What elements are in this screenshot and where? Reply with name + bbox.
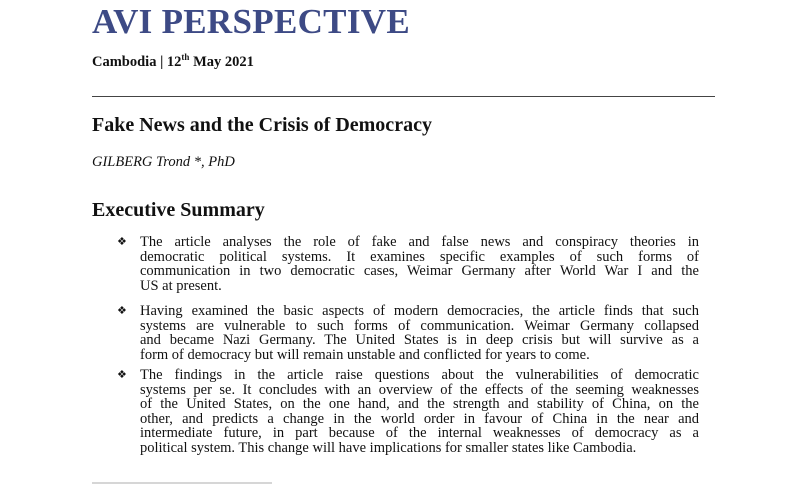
text-line: US at present. bbox=[140, 277, 222, 294]
date-day: 12 bbox=[166, 53, 182, 70]
location: Cambodia bbox=[92, 53, 157, 70]
text-line: intermediate future, in part because of the internal weaknesses of democracy as a bbox=[140, 425, 699, 442]
date-month-year: May 2021 bbox=[193, 53, 254, 70]
divider bbox=[92, 96, 715, 97]
text-line: and became Nazi Germany. The United States is in deep crisis but will survive as a bbox=[140, 332, 699, 349]
dateline bbox=[92, 52, 254, 71]
summary-item-text bbox=[140, 235, 699, 293]
summary-item bbox=[117, 304, 699, 362]
section-heading: Executive Summary bbox=[92, 199, 265, 221]
text-line: systems per se. It concludes with an overview of the effects of the seeming weaknesses bbox=[140, 381, 699, 398]
text-line: The findings in the article raise questions about the vulnerabilities of democratic bbox=[140, 367, 699, 383]
text-line: communication in two democratic cases, Weimar Germany after World War I and the bbox=[140, 263, 699, 280]
summary-item-text bbox=[140, 304, 699, 362]
date-suffix: th bbox=[181, 52, 190, 62]
separator: | bbox=[160, 53, 164, 70]
cut-off-heading bbox=[92, 482, 272, 492]
article-title: Fake News and the Crisis of Democracy bbox=[92, 114, 432, 136]
text-line: of the United States, on the one hand, and the strength and stability of China, on the bbox=[140, 396, 699, 413]
summary-item bbox=[117, 235, 699, 293]
text-line: Having examined the basic aspects of modern democracies, the article finds that such bbox=[140, 303, 699, 319]
text-line: political system. This change will have implications for smaller states like Cambodia. bbox=[140, 439, 637, 456]
summary-item bbox=[117, 368, 699, 456]
diamond-bullet-icon: ❖ bbox=[117, 305, 127, 317]
publication-title: AVI PERSPECTIVE bbox=[92, 2, 410, 41]
summary-item-text bbox=[140, 368, 699, 456]
text-line: form of democracy but will remain unstable and conflicted for years to come. bbox=[140, 346, 590, 363]
text-line: systems are vulnerable to such forms of communication. Weimar Germany collapsed bbox=[140, 317, 699, 334]
diamond-bullet-icon: ❖ bbox=[117, 369, 127, 381]
article-author: GILBERG Trond *, PhD bbox=[92, 154, 235, 170]
diamond-bullet-icon: ❖ bbox=[117, 236, 127, 248]
text-line: other, and predicts a change in the world order in favour of China in the near and bbox=[140, 410, 699, 427]
text-line: The article analyses the role of fake and false news and conspiracy theories in bbox=[140, 234, 699, 250]
text-line: democratic political systems. It examines specific examples of such forms of bbox=[140, 248, 699, 265]
